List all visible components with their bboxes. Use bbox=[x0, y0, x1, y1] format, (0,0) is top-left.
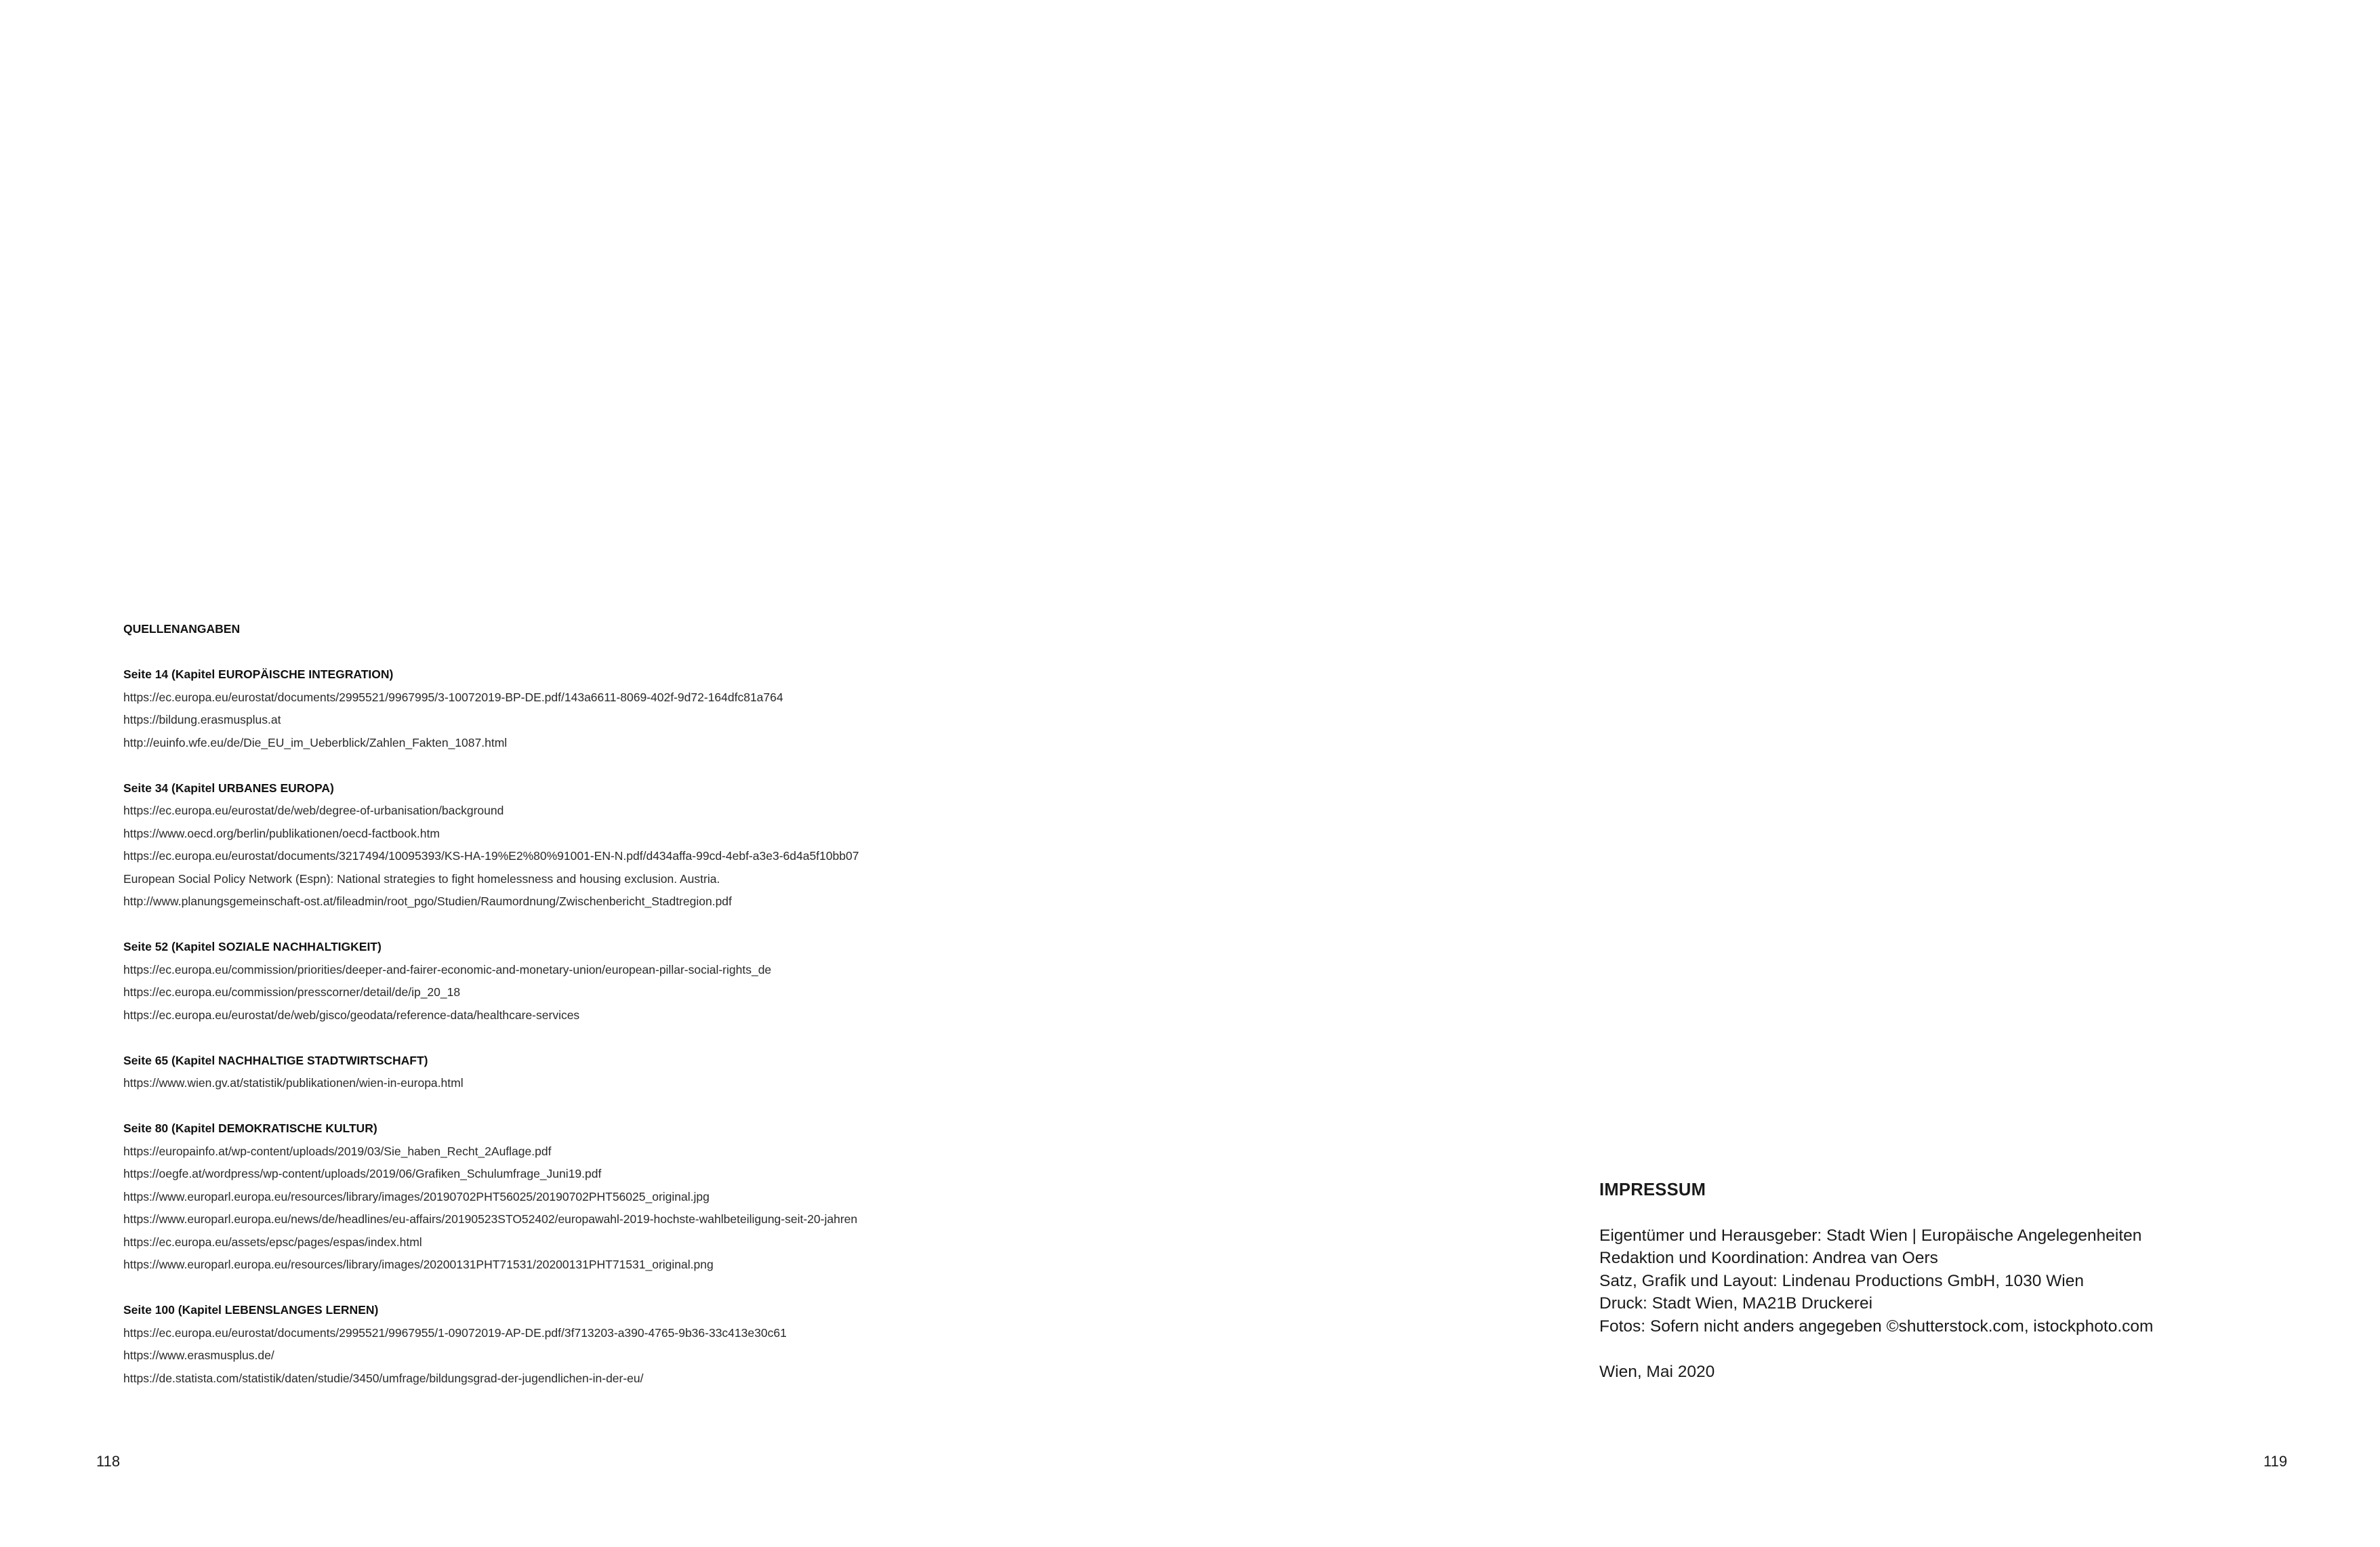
page-number-right: 119 bbox=[2263, 1453, 2288, 1470]
source-link[interactable]: https://ec.europa.eu/eurostat/de/web/degree-of-urbanisation/background bbox=[123, 804, 504, 817]
impressum-line: Druck: Stadt Wien, MA21B Druckerei bbox=[1599, 1294, 1873, 1313]
chapter-title: Seite 80 (Kapitel DEMOKRATISCHE KULTUR) bbox=[123, 1121, 377, 1135]
source-link[interactable]: https://ec.europa.eu/eurostat/documents/3217494/10095393/KS-HA-19%E2%80%91001-EN-N.pdf/d434affa-99cd-4ebf-a3e3-6d4a5f10bb07 bbox=[123, 849, 859, 863]
source-chapter bbox=[123, 1050, 1072, 1095]
chapter-title: Seite 14 (Kapitel EUROPÄISCHE INTEGRATION) bbox=[123, 667, 394, 681]
source-link[interactable]: http://www.planungsgemeinschaft-ost.at/fileadmin/root_pgo/Studien/Raumordnung/Zwischenbericht_Stadtregion.pdf bbox=[123, 894, 732, 908]
impressum-title: IMPRESSUM bbox=[1599, 1180, 1706, 1199]
source-chapter bbox=[123, 1299, 1072, 1390]
source-link[interactable]: https://de.statista.com/statistik/daten/studie/3450/umfrage/bildungsgrad-der-jugendlichen-in-der-eu/ bbox=[123, 1371, 644, 1385]
chapter-title: Seite 52 (Kapitel SOZIALE NACHHALTIGKEIT) bbox=[123, 940, 382, 953]
impressum-lines bbox=[1599, 1224, 2277, 1338]
impressum-section bbox=[1599, 1179, 2277, 1383]
source-chapter bbox=[123, 1117, 1072, 1277]
source-link[interactable]: https://www.europarl.europa.eu/resources/library/images/20200131PHT71531/20200131PHT71531_original.png bbox=[123, 1258, 714, 1271]
page-number-left: 118 bbox=[96, 1453, 121, 1470]
source-link[interactable]: https://europainfo.at/wp-content/uploads/2019/03/Sie_haben_Recht_2Auflage.pdf bbox=[123, 1144, 552, 1158]
impressum-line: Eigentümer und Herausgeber: Stadt Wien | Europäische Angelegenheiten bbox=[1599, 1226, 2142, 1245]
source-link[interactable]: https://ec.europa.eu/eurostat/documents/2995521/9967955/1-09072019-AP-DE.pdf/3f713203-a390-4765-9b36-33c413e30c61 bbox=[123, 1325, 787, 1340]
source-chapter bbox=[123, 936, 1072, 1027]
source-link[interactable]: https://www.wien.gv.at/statistik/publikationen/wien-in-europa.html bbox=[123, 1076, 464, 1090]
impressum-date: Wien, Mai 2020 bbox=[1599, 1362, 1715, 1381]
impressum-line: Fotos: Sofern nicht anders angegeben ©shutterstock.com, istockphoto.com bbox=[1599, 1317, 2154, 1336]
source-link[interactable]: http://euinfo.wfe.eu/de/Die_EU_im_Ueberblick/Zahlen_Fakten_1087.html bbox=[123, 735, 508, 749]
source-link[interactable]: https://www.oecd.org/berlin/publikationen/oecd-factbook.htm bbox=[123, 826, 440, 840]
source-link[interactable]: https://ec.europa.eu/eurostat/de/web/gisco/geodata/reference-data/healthcare-services bbox=[123, 1008, 580, 1022]
chapter-title: Seite 34 (Kapitel URBANES EUROPA) bbox=[123, 781, 334, 795]
source-link[interactable]: https://www.europarl.europa.eu/resources/library/images/20190702PHT56025/20190702PHT56025_original.jpg bbox=[123, 1189, 710, 1203]
impressum-line: Satz, Grafik und Layout: Lindenau Productions GmbH, 1030 Wien bbox=[1599, 1271, 2084, 1290]
source-link[interactable]: https://www.erasmusplus.de/ bbox=[123, 1348, 274, 1362]
source-link[interactable]: https://ec.europa.eu/assets/epsc/pages/espas/index.html bbox=[123, 1235, 422, 1249]
source-link[interactable]: https://oegfe.at/wordpress/wp-content/uploads/2019/06/Grafiken_Schulumfrage_Juni19.pdf bbox=[123, 1167, 602, 1180]
source-chapter bbox=[123, 777, 1072, 913]
impressum-line: Redaktion und Koordination: Andrea van Oers bbox=[1599, 1249, 1938, 1267]
source-link[interactable]: https://bildung.erasmusplus.at bbox=[123, 713, 281, 726]
chapter-title: Seite 65 (Kapitel NACHHALTIGE STADTWIRTSCHAFT) bbox=[123, 1053, 428, 1067]
source-text: European Social Policy Network (Espn): National strategies to fight homelessness and housing exclusion. Austria. bbox=[123, 871, 720, 886]
source-link[interactable]: https://www.europarl.europa.eu/news/de/headlines/eu-affairs/20190523STO52402/europawahl-2019-hochste-wahlbeteiligung-seit-20-jahren bbox=[123, 1212, 858, 1226]
source-link[interactable]: https://ec.europa.eu/commission/presscorner/detail/de/ip_20_18 bbox=[123, 985, 461, 999]
source-chapter bbox=[123, 663, 1072, 754]
sources-heading: QUELLENANGABEN bbox=[123, 622, 241, 636]
source-link[interactable]: https://ec.europa.eu/eurostat/documents/2995521/9967995/3-10072019-BP-DE.pdf/143a6611-8069-402f-9d72-164dfc81a764 bbox=[123, 690, 783, 704]
sources-section bbox=[123, 618, 1072, 1390]
source-link[interactable]: https://ec.europa.eu/commission/priorities/deeper-and-fairer-economic-and-monetary-union/european-pillar-social-rights_de bbox=[123, 962, 772, 976]
chapter-title: Seite 100 (Kapitel LEBENSLANGES LERNEN) bbox=[123, 1303, 379, 1317]
